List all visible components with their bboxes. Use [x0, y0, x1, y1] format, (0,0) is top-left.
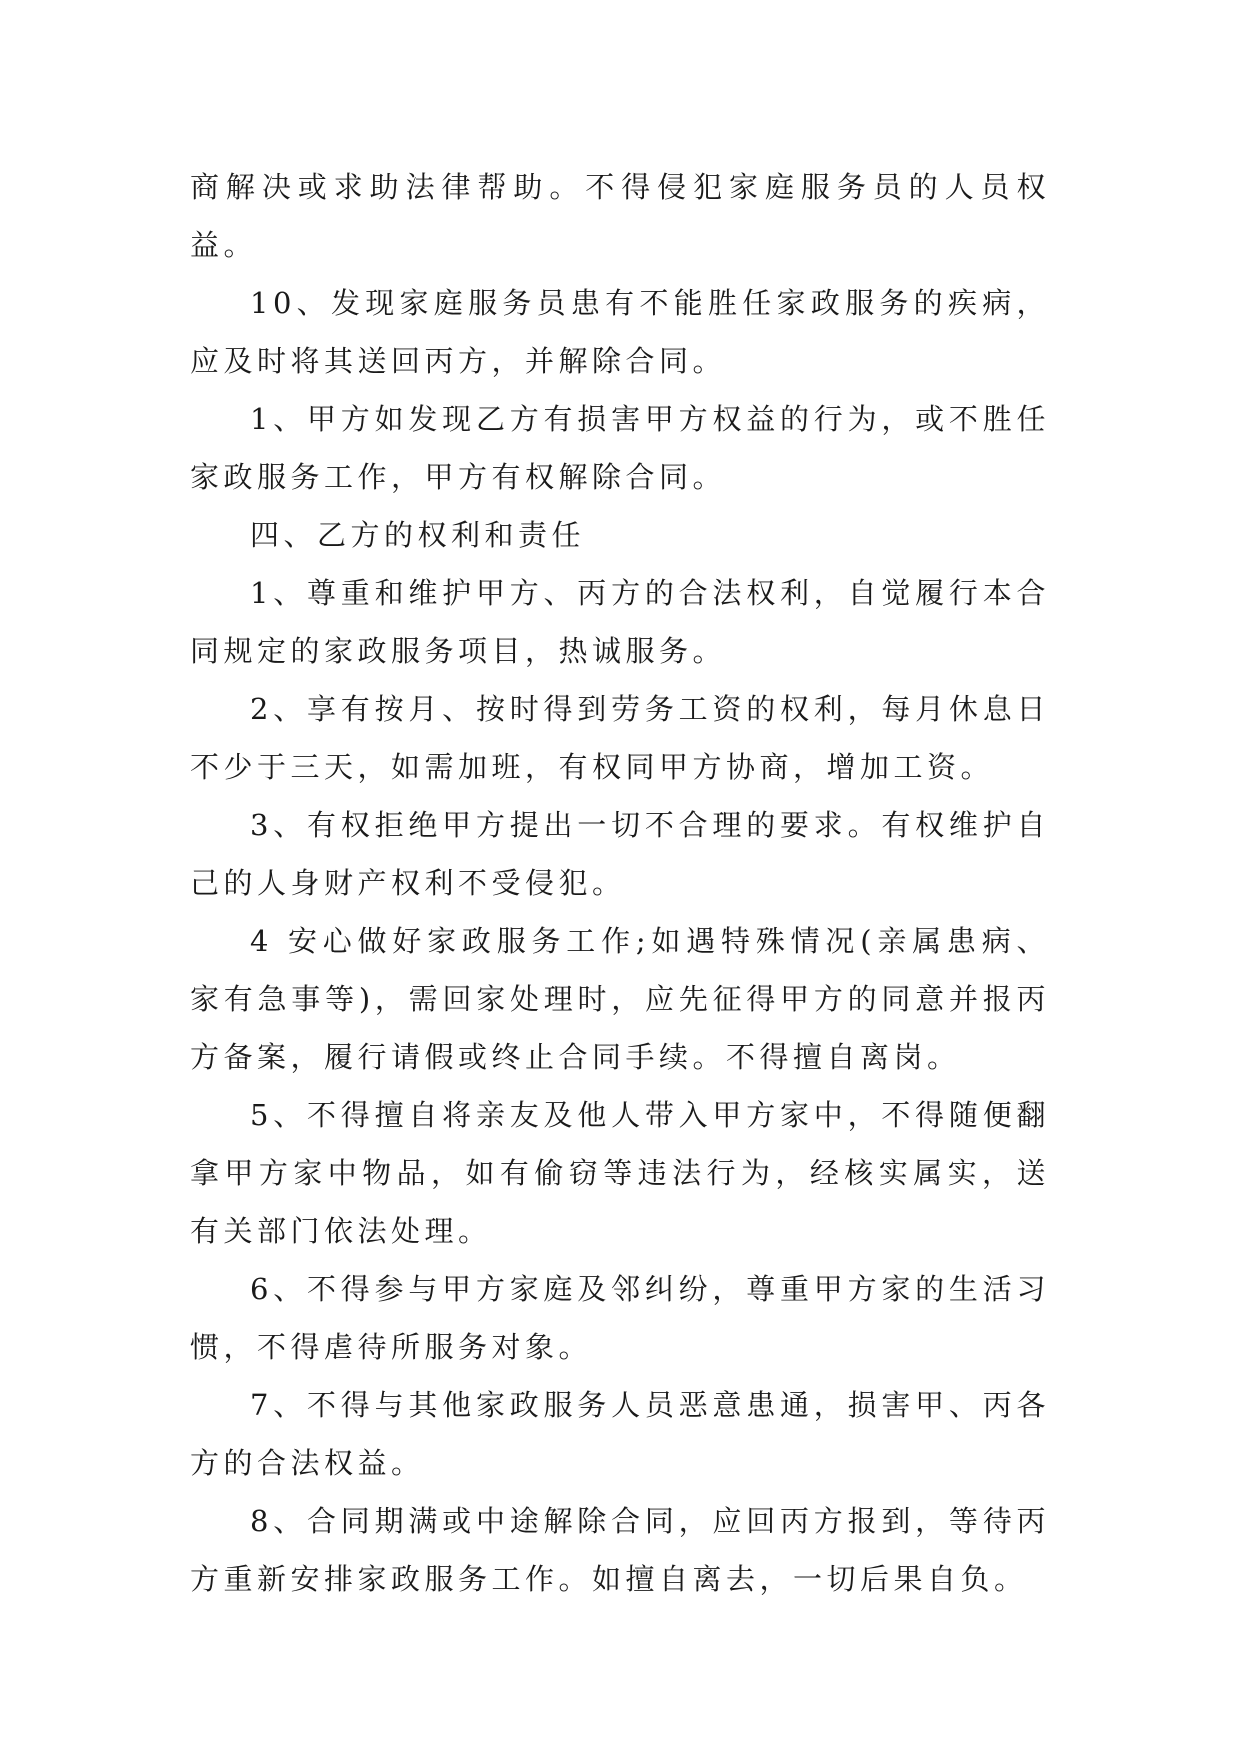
- paragraph-item-3: 3、有权拒绝甲方提出一切不合理的要求。有权维护自己的人身财产权利不受侵犯。: [190, 808, 1050, 900]
- paragraph-item-2: 2、享有按月、按时得到劳务工资的权利，每月休息日不少于三天，如需加班，有权同甲方协商，增加工资。: [190, 692, 1050, 784]
- paragraph-continuation: 商解决或求助法律帮助。不得侵犯家庭服务员的人员权益。: [190, 170, 1050, 262]
- document-body: [190, 158, 1050, 1608]
- section-heading-party-b: 四、乙方的权利和责任: [250, 518, 586, 552]
- paragraph-item-1-termination: 1、甲方如发现乙方有损害甲方权益的行为，或不胜任家政服务工作，甲方有权解除合同。: [190, 402, 1050, 494]
- paragraph-item-1: 1、尊重和维护甲方、丙方的合法权利，自觉履行本合同规定的家政服务项目，热诚服务。: [190, 576, 1050, 668]
- paragraph-item-6: 6、不得参与甲方家庭及邻纠纷，尊重甲方家的生活习惯，不得虐待所服务对象。: [190, 1272, 1050, 1364]
- paragraph-item-10: 10、发现家庭服务员患有不能胜任家政服务的疾病，应及时将其送回丙方，并解除合同。: [190, 286, 1050, 378]
- paragraph-item-4: 4 安心做好家政服务工作;如遇特殊情况(亲属患病、家有急事等)，需回家处理时，应先征得甲方的同意并报丙方备案，履行请假或终止合同手续。不得擅自离岗。: [190, 924, 1050, 1074]
- paragraph-item-7: 7、不得与其他家政服务人员恶意患通，损害甲、丙各方的合法权益。: [190, 1388, 1050, 1480]
- paragraph-item-8: 8、合同期满或中途解除合同，应回丙方报到，等待丙方重新安排家政服务工作。如擅自离去，一切后果自负。: [190, 1504, 1050, 1596]
- paragraph-item-5: 5、不得擅自将亲友及他人带入甲方家中，不得随便翻拿甲方家中物品，如有偷窃等违法行为，经核实属实，送有关部门依法处理。: [190, 1098, 1050, 1248]
